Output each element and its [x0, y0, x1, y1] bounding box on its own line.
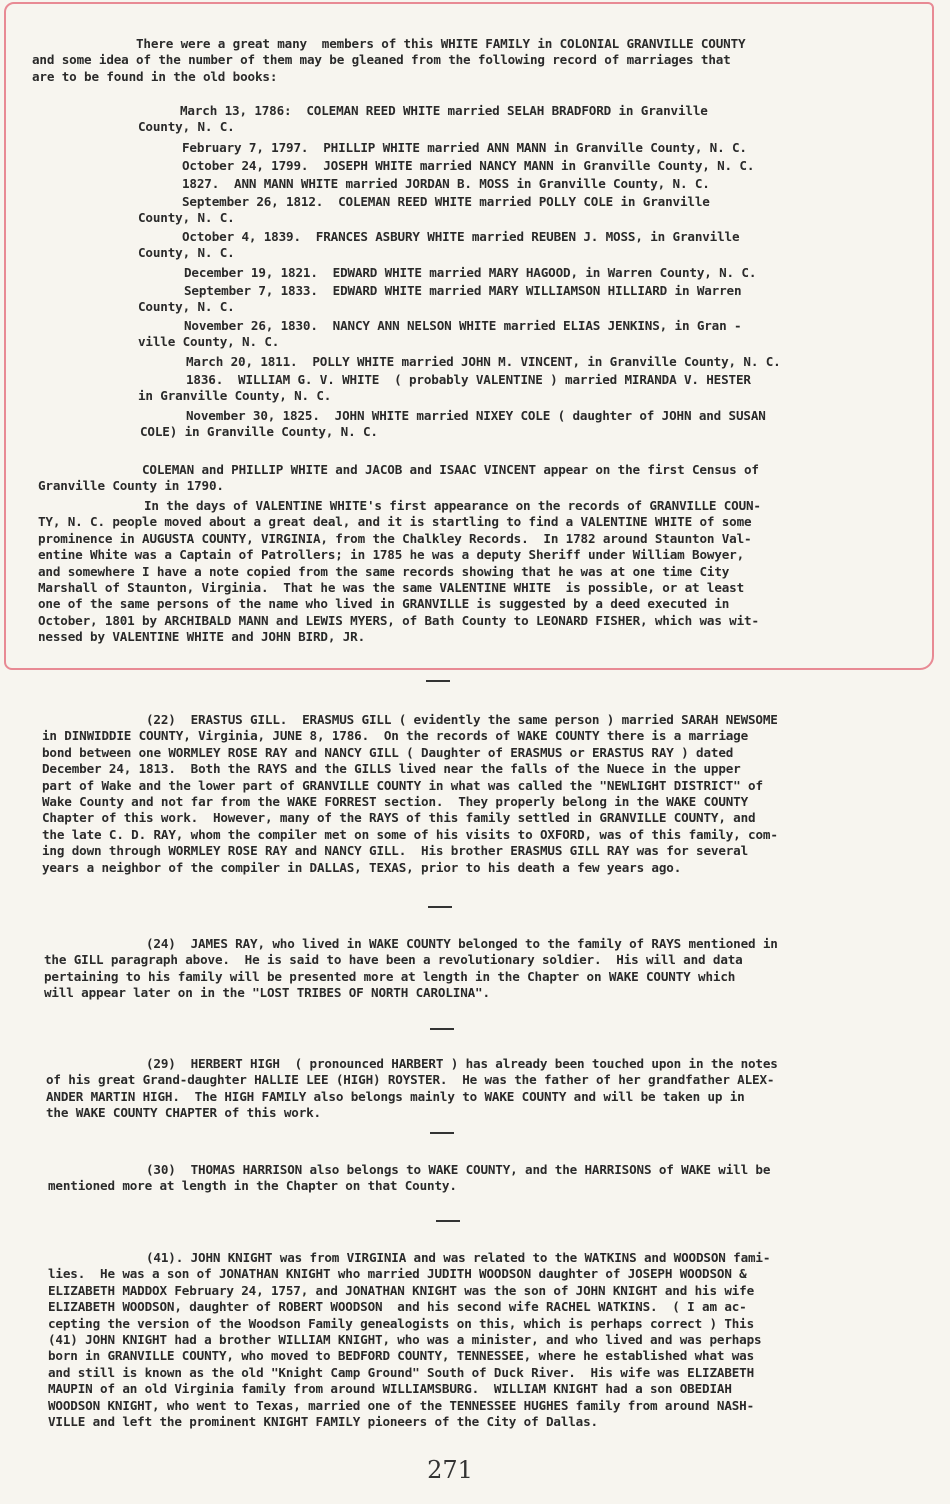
- note-30: (30) THOMAS HARRISON also belongs to WAKE COUNTY, and the HARRISONS of WAKE will be mentioned more at length in the Chapter on that County.: [48, 1162, 771, 1194]
- valentine-paragraph: In the days of VALENTINE WHITE's first appearance on the records of GRANVILLE COUN- TY, N. C. people moved about a great deal, and it is startling to find a VALENTINE WHITE of some prominence in AUGUSTA COUNTY, VIRGINIA, from the Chalkley Records. In 1782 around Staunton Val- entine White was a Captain of Patrollers; in 1785 he was a deputy Sheriff under William Bowyer, and somewhere I have a note copied from the same records showing that he was at one time City Marshall of Staunton, Virginia. That he was the same VALENTINE WHITE is possible, or at least one of the same persons of the name who lived in GRANVILLE is suggested by a deed executed in October, 1801 by ARCHIBALD MANN and LEWIS MYERS, of Bath County to LEONARD FISHER, which was wit- nessed by VALENTINE WHITE and JOHN BIRD, JR.: [38, 498, 761, 645]
- marriage-record: December 19, 1821. EDWARD WHITE married MARY HAGOOD, in Warren County, N. C.: [184, 265, 757, 280]
- marriage-record: October 24, 1799. JOSEPH WHITE married NANCY MANN in Granville County, N. C.: [182, 158, 755, 173]
- marriage-record: September 26, 1812. COLEMAN REED WHITE married POLLY COLE in Granville County, N. C.: [138, 194, 710, 226]
- separator: [436, 1220, 460, 1222]
- intro-paragraph: There were a great many members of this WHITE FAMILY in COLONIAL GRANVILLE COUNTY and some idea of the number of them may be gleaned from the following record of marriages that are to be found in the old books:: [32, 36, 746, 84]
- separator: [430, 1132, 454, 1134]
- note-24: (24) JAMES RAY, who lived in WAKE COUNTY belonged to the family of RAYS mentioned in the GILL paragraph above. He is said to have been a revolutionary soldier. His will and data pertaining to his family will be presented more at length in the Chapter on WAKE COUNTY which will appear later on in the "LOST TRIBES OF NORTH CAROLINA".: [44, 936, 778, 1001]
- marriage-record: September 7, 1833. EDWARD WHITE married MARY WILLIAMSON HILLIARD in Warren County, N. C.: [138, 283, 742, 315]
- separator: [428, 906, 452, 908]
- note-29: (29) HERBERT HIGH ( pronounced HARBERT ) has already been touched upon in the notes of his great Grand-daughter HALLIE LEE (HIGH) ROYSTER. He was the father of her grandfather ALEX- ANDER MARTIN HIGH. The HIGH FAMILY also belongs mainly to WAKE COUNTY and will be taken up in the WAKE COUNTY CHAPTER of this work.: [46, 1056, 778, 1121]
- marriage-record: February 7, 1797. PHILLIP WHITE married ANN MANN in Granville County, N. C.: [182, 140, 747, 155]
- marriage-record: 1827. ANN MANN WHITE married JORDAN B. MOSS in Granville County, N. C.: [182, 176, 710, 191]
- marriage-record: October 4, 1839. FRANCES ASBURY WHITE married REUBEN J. MOSS, in Granville County, N. C.: [138, 229, 740, 261]
- separator: [426, 680, 450, 682]
- census-paragraph: COLEMAN and PHILLIP WHITE and JACOB and ISAAC VINCENT appear on the first Census of Granville County in 1790.: [38, 462, 759, 494]
- note-22: (22) ERASTUS GILL. ERASMUS GILL ( evidently the same person ) married SARAH NEWSOME in DINWIDDIE COUNTY, Virginia, JUNE 8, 1786. On the records of WAKE COUNTY there is a marriage bond between one WORMLEY ROSE RAY and NANCY GILL ( Daughter of ERASMUS or ERASTUS RAY ) dated December 24, 1813. Both the RAYS and the GILLS lived near the falls of the Nuece in the upper part of Wake and the lower part of GRANVILLE COUNTY in what was called the "NEWLIGHT DISTRICT" of Wake County and not far from the WAKE FORREST section. They properly belong in the WAKE COUNTY Chapter of this work. However, many of the RAYS of this family settled in GRANVILLE COUNTY, and the late C. D. RAY, whom the compiler met on some of his visits to OXFORD, was of this family, com- ing down through WORMLEY ROSE RAY and NANCY GILL. His brother ERASMUS GILL RAY was for several years a neighbor of the compiler in DALLAS, TEXAS, prior to his death a few years ago.: [42, 712, 778, 875]
- note-41: (41). JOHN KNIGHT was from VIRGINIA and was related to the WATKINS and WOODSON fami- lies. He was a son of JONATHAN KNIGHT who married JUDITH WOODSON daughter of JOSEPH WOODSON & ELIZABETH MADDOX February 24, 1757, and JONATHAN KNIGHT was the son of JOHN KNIGHT and his wife ELIZABETH WOODSON, daughter of ROBERT WOODSON and his second wife RACHEL WATKINS. ( I am ac- cepting the version of the Woodson Family genealogists on this, which is perhaps correct ) This (41) JOHN KNIGHT had a brother WILLIAM KNIGHT, who was a minister, and who lived and was perhaps born in GRANVILLE COUNTY, who moved to BEDFORD COUNTY, TENNESSEE, where he established what was and still is known as the old "Knight Camp Ground" South of Duck River. His wife was ELIZABETH MAUPIN of an old Virginia family from around WILLIAMSBURG. WILLIAM KNIGHT had a son OBEDIAH WOODSON KNIGHT, who went to Texas, married one of the TENNESSEE HUGHES family from around NASH- VILLE and left the prominent KNIGHT FAMILY pioneers of the City of Dallas.: [48, 1250, 771, 1430]
- marriage-record: November 30, 1825. JOHN WHITE married NIXEY COLE ( daughter of JOHN and SUSAN COLE) in Granville County, N. C.: [140, 408, 766, 440]
- marriage-record: 1836. WILLIAM G. V. WHITE ( probably VALENTINE ) married MIRANDA V. HESTER in Granville County, N. C.: [138, 372, 751, 404]
- marriage-record: November 26, 1830. NANCY ANN NELSON WHITE married ELIAS JENKINS, in Gran - ville County, N. C.: [138, 318, 742, 350]
- marriage-record: March 20, 1811. POLLY WHITE married JOHN M. VINCENT, in Granville County, N. C.: [186, 354, 781, 369]
- separator: [430, 1028, 454, 1030]
- page-number: 271: [427, 1456, 473, 1484]
- marriage-record: March 13, 1786: COLEMAN REED WHITE married SELAH BRADFORD in Granville County, N. C.: [138, 103, 708, 135]
